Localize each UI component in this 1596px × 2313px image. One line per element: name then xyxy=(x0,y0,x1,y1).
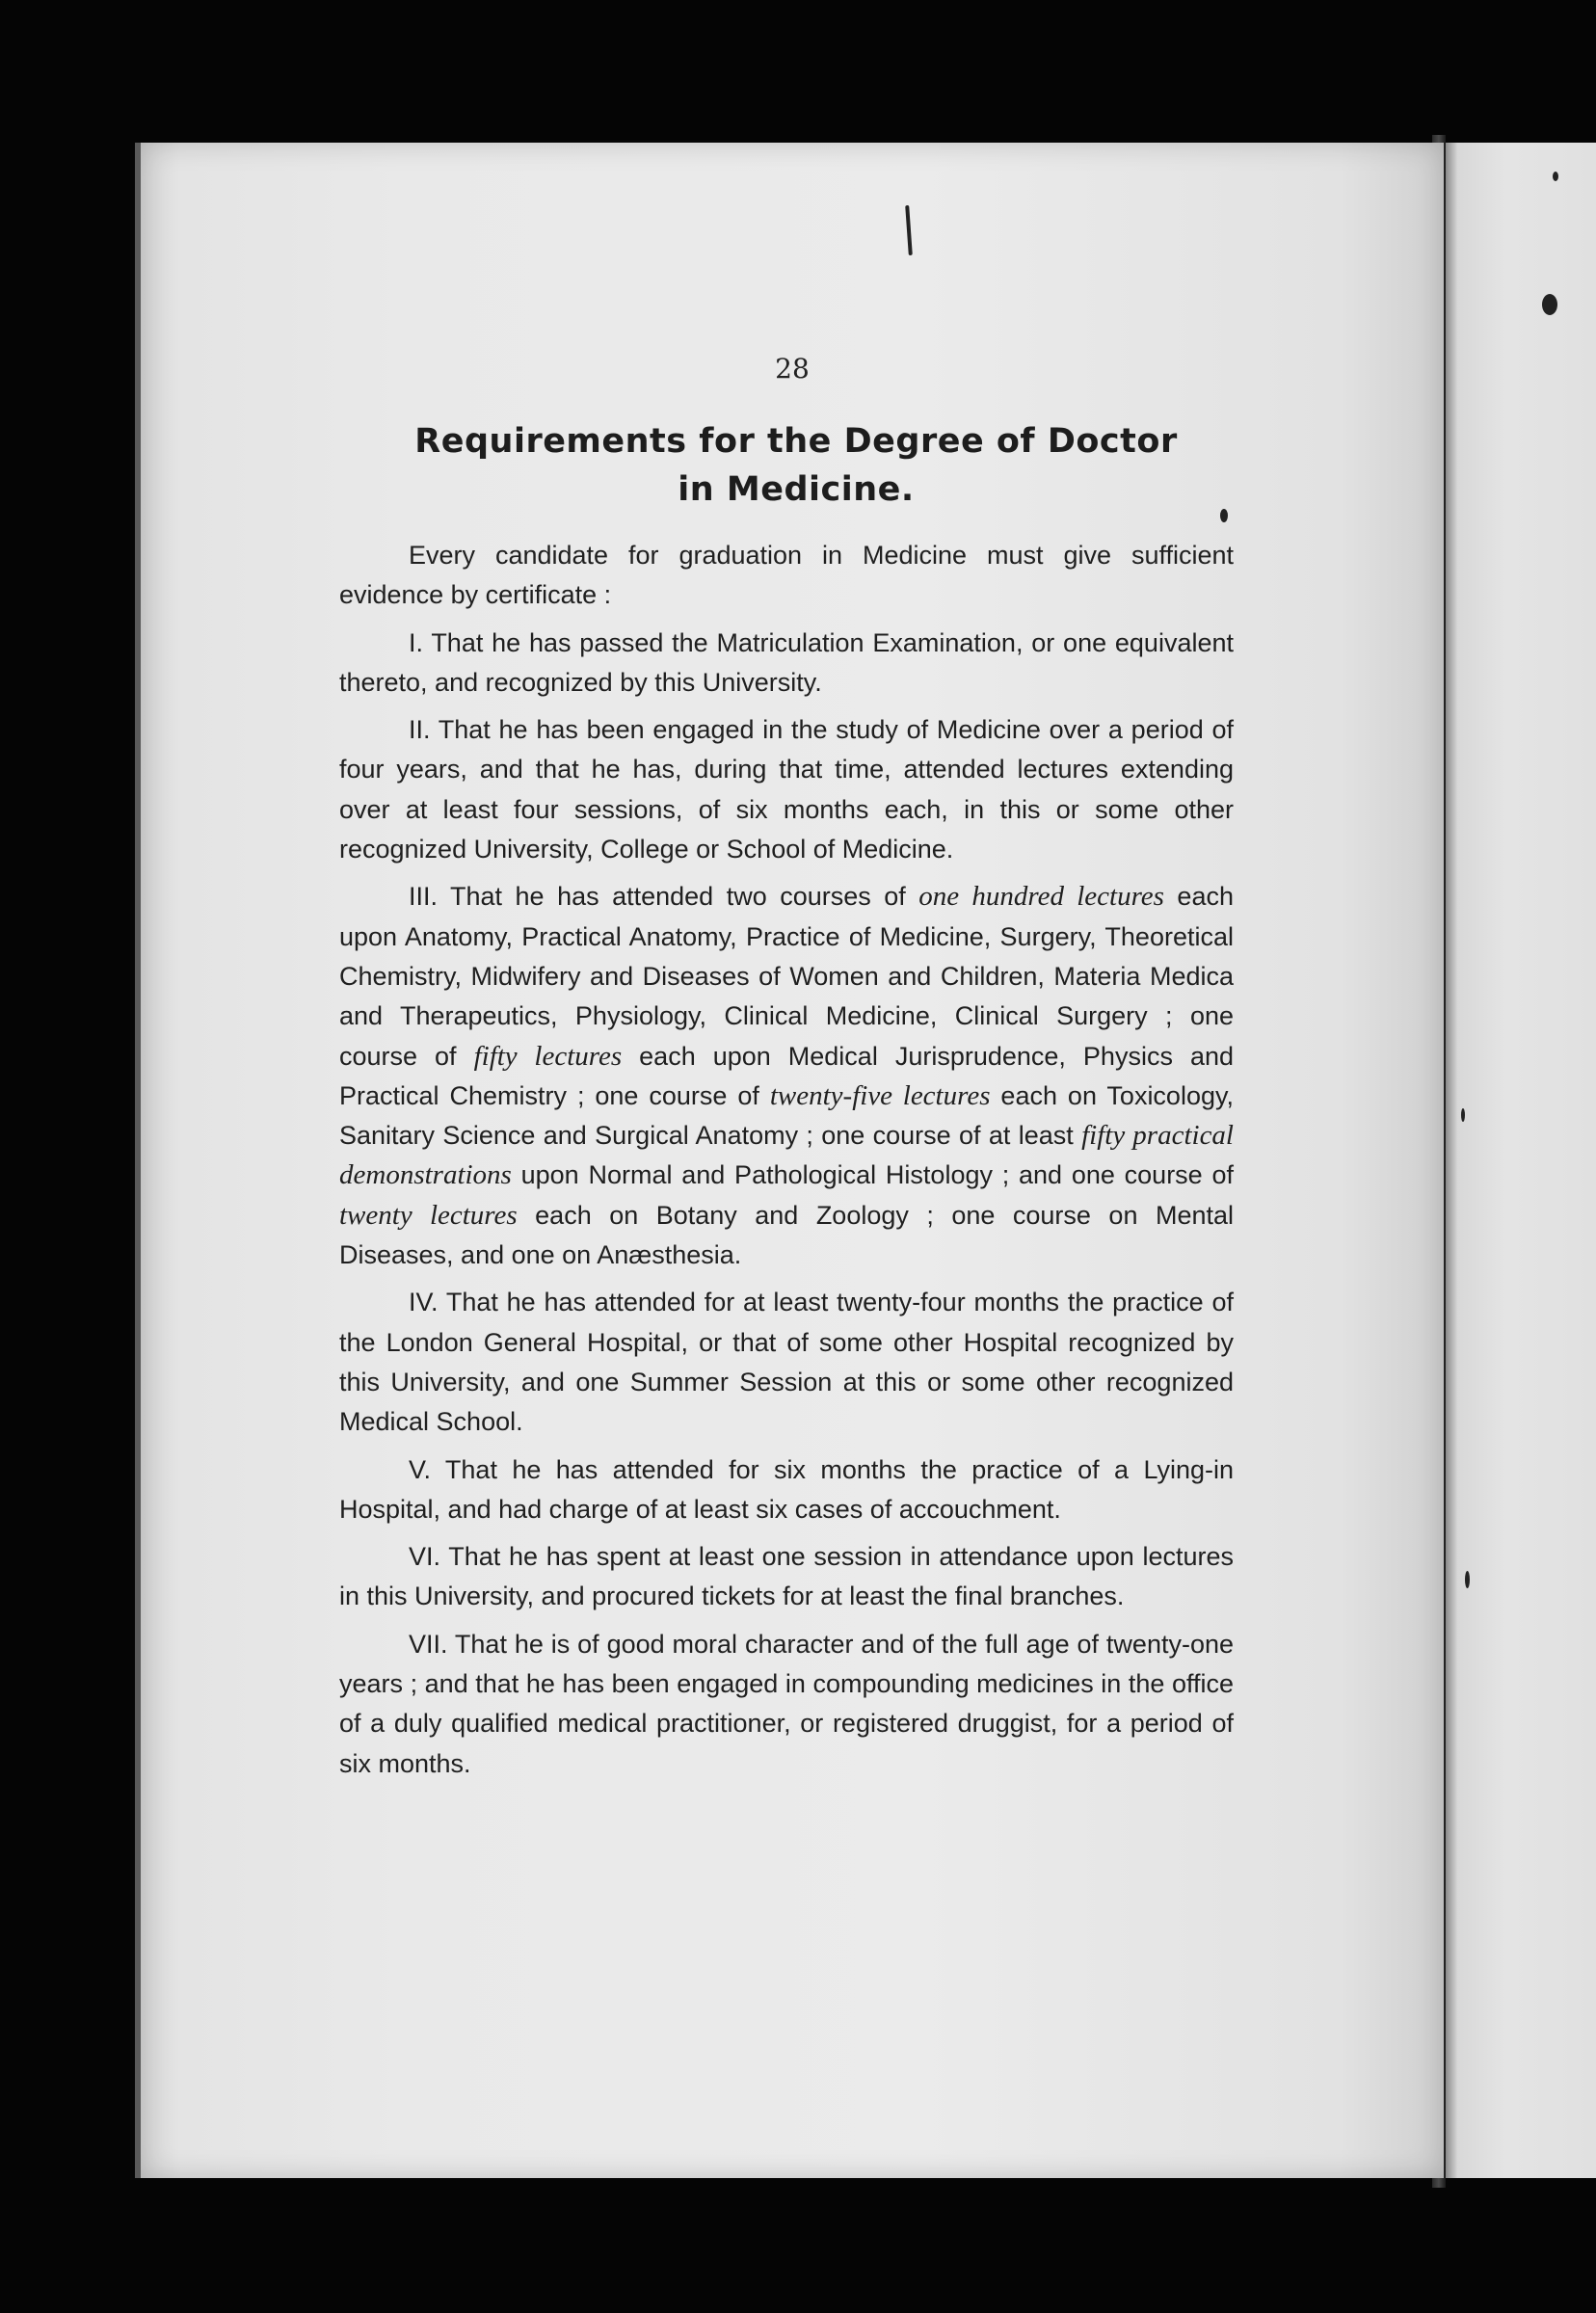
clause-6: VI. That he has spent at least one session in attendance upon lectures in this University, and procured tickets for at least the final branches. xyxy=(339,1542,1234,1611)
clause-7: VII. That he is of good moral character and of the full age of twenty-one years ; and that he has been engaged in compounding medicines in the office of a duly qualified medical practitioner, or registered druggist, for a period of six months. xyxy=(339,1629,1234,1778)
scan-speck xyxy=(1220,509,1228,522)
scan-speck xyxy=(1465,1571,1470,1588)
scan-speck xyxy=(1461,1108,1465,1122)
page-number: 28 xyxy=(775,353,810,385)
document-page xyxy=(135,143,1444,2178)
clause-3-text-e: each upon Medical Jurisprudence, Physics and Practical Chemistry ; one course of xyxy=(339,1041,1235,1110)
clause-3-text-a: III. That he has attended two courses of xyxy=(409,882,919,912)
clause-3-italic-b: one hundred lectures xyxy=(918,881,1164,913)
clause-3 xyxy=(339,877,1234,1275)
clause-3-text-g: each on Toxicology, Sanitary Science and Surgical Anatomy ; one course of at least xyxy=(339,1080,1234,1151)
clause-3-italic-j: twenty lectures xyxy=(339,1199,518,1231)
intro-paragraph: Every candidate for graduation in Medicine must give sufficient evidence by certificate : xyxy=(339,541,1234,610)
clause-3-italic-h: fifty practical demonstrations xyxy=(339,1120,1234,1191)
scan-speck xyxy=(1542,294,1557,315)
scan-speck xyxy=(1553,172,1558,181)
scan-speck xyxy=(905,205,913,255)
title-line-2: in Medicine. xyxy=(678,470,915,509)
clause-3-text-c: each upon Anatomy, Practical Anatomy, Practice of Medicine, Surgery, Theoretical Chemistry, Midwifery and Diseases of Women and Children, Materia Medica and Therapeutics, Physiology, Clinical Medicine, Clinical Surgery ; one course of xyxy=(339,882,1234,1071)
clause-3-italic-f: twenty-five lectures xyxy=(769,1079,991,1111)
clause-5: V. That he has attended for six months the practice of a Lying-in Hospital, and had charge of at least six cases of accouchment. xyxy=(339,1454,1234,1524)
clause-3-text-k: each on Botany and Zoology ; one course on Mental Diseases, and one on Anæsthesia. xyxy=(339,1200,1234,1270)
adjacent-page-edge xyxy=(1446,143,1596,2178)
page-title xyxy=(218,417,1374,514)
clause-4: IV. That he has attended for at least twenty-four months the practice of the London General Hospital, or that of some other Hospital recognized by this University, and one Summer Session at this or some other recognized Medical School. xyxy=(339,1288,1234,1437)
clause-3-italic-d: fifty lectures xyxy=(473,1040,623,1072)
title-line-1: Requirements for the Degree of Doctor xyxy=(414,422,1178,461)
clause-2: II. That he has been engaged in the study of Medicine over a period of four years, and that he has, during that time, attended lectures extending over at least four sessions, of six months each, in this or some other recognized University, College or School of Medicine. xyxy=(339,715,1234,864)
clause-1: I. That he has passed the Matriculation Examination, or one equivalent thereto, and recognized by this University. xyxy=(339,627,1234,697)
clause-3-text-i: upon Normal and Pathological Histology ; and one course of xyxy=(511,1160,1234,1190)
body-text xyxy=(339,536,1234,1792)
